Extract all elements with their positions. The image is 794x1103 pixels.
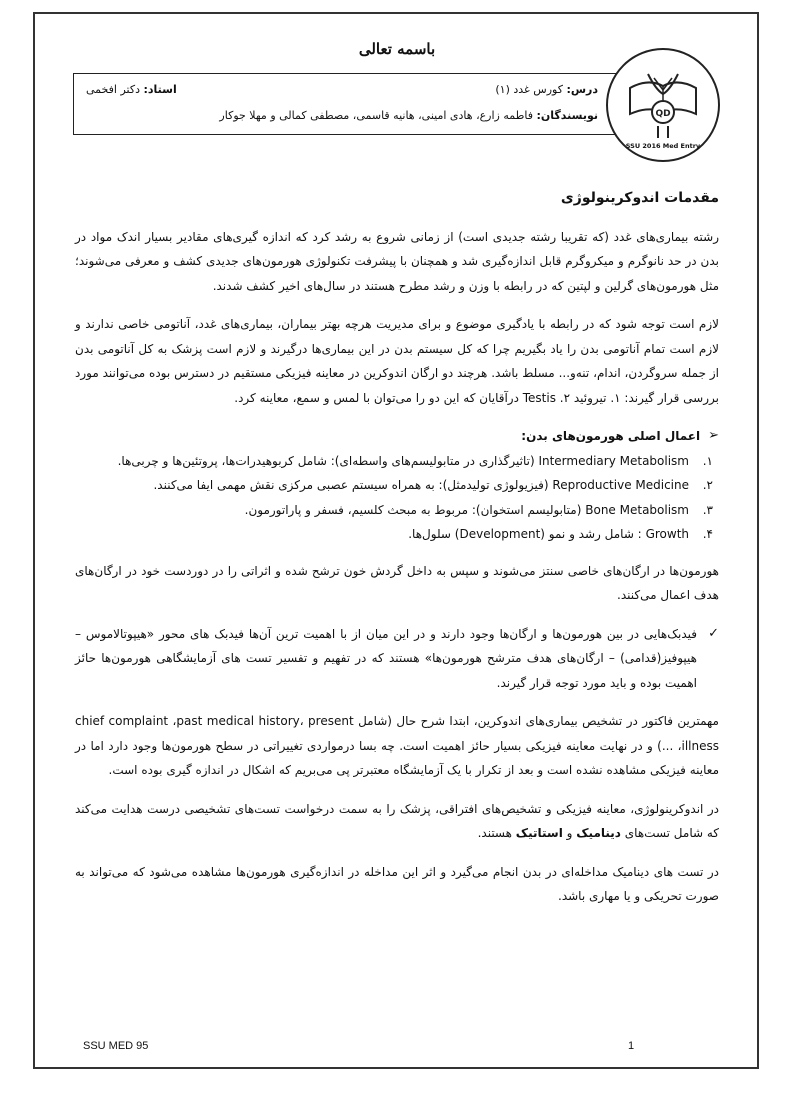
logo-monogram: QD: [655, 109, 671, 119]
tests-text-c: و: [566, 826, 573, 840]
anatomy-paragraph: لازم است توجه شود که در رابطه با یادگیری موضوع و برای مدیریت هرچه بهتر بیماران، بیماری‌های غدد، آناتومی خاصی ندارند و لازم است تمام آناتومی بدن را یاد بگیریم چرا که کل سیستم بدن در این بیماری‌ها درگیرند و لازم است پزشک به کل آناتومی بدن از جمله سروگردن، اندام، تنه‌و... مسلط باشد. هرچند دو ارگان اندوکرین در معاینه فیزیکی مستقیم در دسترس بوده می‌توانند مورد بررسی قرار گیرند: ۱. تیروئید ۲. Testis درآقایان که این دو را می‌توان با لمس و سمع، معاینه کرد.: [75, 317, 719, 405]
authors-value: فاطمه زارع، هادی امینی، هانیه قاسمی، مصطفی کمالی و مهلا جوکار: [219, 109, 533, 122]
course-label: درس:: [566, 83, 598, 96]
function-english: Reproductive Medicine: [552, 478, 689, 492]
course-value: کورس غدد (۱): [495, 83, 563, 96]
teacher-label: استاد:: [143, 83, 177, 96]
hormone-functions-title: اعمال اصلی هورمون‌های بدن:: [521, 429, 701, 443]
list-number: ۲.: [702, 478, 713, 492]
list-number: ۴.: [702, 527, 713, 541]
teacher-value: دکتر افخمی: [86, 83, 140, 96]
list-item: [75, 473, 719, 498]
basmala-heading: باسمه تعالی: [358, 40, 436, 58]
course-header-box: [73, 73, 691, 135]
diagnosis-paragraph: مهمترین فاکتور در تشخیص بیماری‌های اندوکرین، ابتدا شرح حال (شامل chief complaint ،past medical history، present illness، ...) و در نهایت معاینه فیزیکی بسیار حائز اهمیت است. چه بسا درمواردی تغییراتی در سطح هورمون‌ها وجود دارد اما در معاینه فیزیکی مشاهده نشده است و بعد از تکرار با یک آزمایشگاه معتبرتر پی می‌بریم که اشکال در اندازه گیری بوده است.: [75, 714, 719, 777]
hormone-functions-heading: [75, 424, 719, 449]
authors-row: [86, 109, 598, 122]
function-description: (فیزیولوژی تولیدمثل): به همراه سیستم عصبی مرکزی نقش مهمی ایفا می‌کنند.: [153, 478, 549, 492]
dynamic-term: دینامیک: [576, 826, 621, 840]
course-info: [495, 83, 598, 96]
feedback-text: فیدبک‌هایی در بین هورمون‌ها و ارگان‌ها وجود دارند و در این میان از با اهمیت ترین آن‌ها فیدبک های محور «هیپوتالاموس – هیپوفیز(قدامی) – ارگان‌های هدف مترشح هورمون‌ها» هستند که در تفهیم و تفسیر تست های آزمایشگاهی هورمون‌ها حائز اهمیت بوده و باید مورد توجه قرار گیرند.: [75, 626, 697, 690]
section-title: مقدمات اندوکرینولوژی: [560, 190, 719, 206]
tests-paragraph: [75, 797, 719, 846]
university-logo: [606, 48, 720, 162]
list-item: [75, 522, 719, 547]
feedback-paragraph: [75, 622, 719, 696]
function-description: (تاثیرگذاری در متابولیسم‌های واسطه‌ای): شامل کربوهیدرات‌ها، پروتئین‌ها و چربی‌ها.: [117, 453, 535, 468]
list-number: ۳.: [702, 502, 713, 517]
function-description: (متابولیسم استخوان): مربوط به مبحث کلسیم، فسفر و پاراتورمون.: [244, 502, 582, 517]
static-term: استاتیک: [515, 826, 563, 840]
logo-caption: SSU 2016 Med Entry: [625, 142, 701, 150]
hormone-functions-list: [75, 449, 719, 547]
list-item: [75, 449, 719, 474]
list-item: [75, 498, 719, 523]
page-number: 1: [628, 1040, 635, 1052]
hormone-synthesis-paragraph: هورمون‌ها در ارگان‌های خاصی سنتز می‌شوند و سپس به داخل گردش خون ترشح شده و اثراتی را در دوردست خود در ارگان‌های هدف اعمال می‌کنند.: [75, 563, 719, 602]
arrow-bullet-icon: ➢: [708, 428, 719, 443]
intro-paragraph: رشته بیماری‌های غدد (که تقریبا رشته جدیدی است) از زمانی شروع به رشد کرد که اندازه گیری‌های مقادیر بسیار اندک مواد در بدن در حد نانوگرم و میکروگرم قابل اندازه‌گیری شد و همچنان با پیشرفت تکنولوژی هورمون‌های جدیدی کشف و معرفی می‌شوند؛ مثل هورمون‌های گرلین و لپتین که در رابطه با وزن و رشد مطرح هستند در سال‌های اخیر کشف شدند.: [75, 229, 719, 293]
footer-label: SSU MED 95: [83, 1040, 149, 1052]
function-english: Intermediary Metabolism: [538, 453, 689, 468]
function-english: Bone Metabolism: [585, 502, 689, 517]
dynamic-tests-paragraph: در تست های دینامیک مداخله‌ای در بدن انجام می‌گیرد و اثر این مداخله در اندازه‌گیری هورمون‌ها مشاهده می‌شود که می‌تواند به صورت تحریکی و یا مهاری باشد.: [75, 864, 719, 903]
tests-text-e: هستند.: [477, 826, 512, 840]
function-english: Growth: [645, 527, 689, 541]
list-number: ۱.: [702, 453, 713, 468]
authors-label: نویسندگان:: [536, 109, 598, 122]
function-description: : شامل رشد و نمو (Development) سلول‌ها.: [408, 527, 642, 541]
checkmark-bullet-icon: ✓: [708, 625, 719, 641]
document-body: [75, 186, 719, 923]
teacher-info: [86, 83, 177, 96]
course-row: [86, 83, 598, 96]
tests-text-a: در اندوکرینولوژی، معاینه فیزیکی و تشخیص‌های افتراقی، پزشک را به سمت درخواست تست‌های تشخیصی درست هدایت می‌کند که شامل تست‌های: [75, 801, 719, 840]
